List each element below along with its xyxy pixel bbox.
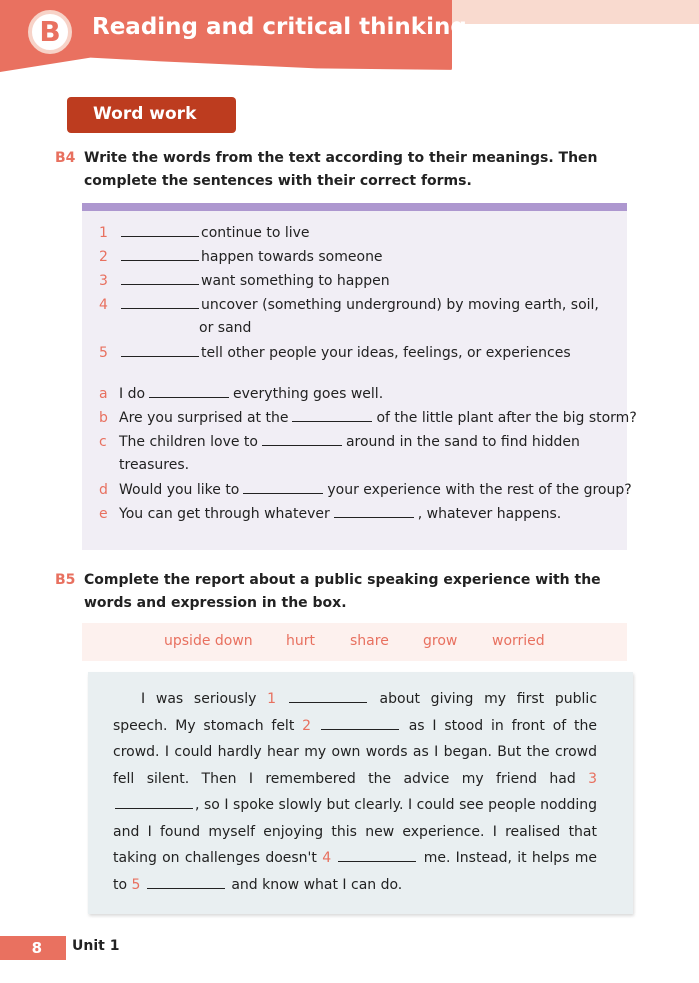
sentence-before: The children love to <box>119 434 258 450</box>
question-number-b5: B5 <box>55 572 76 588</box>
answer-blank[interactable] <box>121 248 199 261</box>
item-letter: d <box>99 482 108 498</box>
sentence-after: around in the sand to find hidden <box>345 434 580 450</box>
sentence-before: I do <box>119 386 146 402</box>
definition-continued: or sand <box>199 320 252 336</box>
report-segment: as I stood in front of the crowd. I could hardly hear my own words as I began. But the crowd fell silent. Then I remembered the advice my friend had <box>113 717 597 787</box>
report-segment: and know what I can do. <box>226 876 403 893</box>
question-instruction-b5: Complete the report about a public speaking experience with the words and expression in the box. <box>84 572 601 611</box>
answer-blank[interactable] <box>292 409 372 422</box>
answer-blank[interactable] <box>121 344 199 357</box>
item-number: 4 <box>99 297 108 313</box>
word-option: share <box>350 633 389 649</box>
item-number: 1 <box>99 225 108 241</box>
definition-text: want something to happen <box>201 273 390 289</box>
report-segment: about giving my first public speech. My stomach felt <box>113 691 598 734</box>
word-option: worried <box>492 633 545 649</box>
unit-label: Unit 1 <box>72 938 120 954</box>
item-number: 2 <box>99 249 108 265</box>
report-segment: me. Instead, it helps me to <box>113 850 598 893</box>
sentence-after: everything goes well. <box>233 386 384 402</box>
answer-blank[interactable] <box>289 690 367 703</box>
sentence-item <box>99 433 580 450</box>
sentence-item <box>99 385 383 402</box>
answer-blank[interactable] <box>243 481 323 494</box>
answer-blank[interactable] <box>321 717 399 730</box>
word-box <box>82 623 627 661</box>
sentence-item <box>99 409 637 426</box>
item-letter: a <box>99 386 108 402</box>
answer-blank[interactable] <box>147 876 225 889</box>
sentence-item <box>99 505 561 522</box>
answer-blank[interactable] <box>338 849 416 862</box>
report-segment: , so I spoke slowly but clearly. I could see people nodding and I found myself enjoying this new experience. I realised that taking on challenges doesn't <box>113 797 597 866</box>
sentence-continued: treasures. <box>119 457 190 473</box>
item-letter: b <box>99 410 108 426</box>
answer-blank[interactable] <box>121 224 199 237</box>
sentence-before: Are you surprised at the <box>119 410 289 426</box>
answer-blank[interactable] <box>115 796 193 809</box>
gap-number: 4 <box>322 850 332 866</box>
definition-item <box>99 248 383 265</box>
sentence-after: , whatever happens. <box>417 506 562 522</box>
report-segment: I was seriously <box>141 691 268 707</box>
gap-number: 2 <box>302 717 312 734</box>
sentence-item <box>99 481 632 498</box>
word-option: hurt <box>286 633 315 649</box>
definition-text: happen towards someone <box>201 249 383 265</box>
sentence-after: your experience with the rest of the group? <box>327 482 632 498</box>
definition-item <box>99 272 390 289</box>
definition-text: continue to live <box>201 225 310 241</box>
gap-number: 3 <box>588 770 597 787</box>
word-option: grow <box>423 633 458 649</box>
gap-number: 1 <box>267 691 277 707</box>
item-number: 5 <box>99 345 108 361</box>
header-accent <box>452 0 699 24</box>
answer-blank[interactable] <box>121 272 199 285</box>
section-title: Reading and critical thinking <box>92 14 467 40</box>
word-option: upside down <box>164 633 253 649</box>
answer-blank[interactable] <box>149 385 229 398</box>
definition-item <box>99 224 310 241</box>
definition-text: uncover (something underground) by moving earth, soil, <box>201 297 599 313</box>
answer-blank[interactable] <box>262 433 342 446</box>
sentence-after: of the little plant after the big storm? <box>376 410 637 426</box>
item-letter: e <box>99 506 108 522</box>
answer-blank[interactable] <box>121 296 199 309</box>
page-number: 8 <box>0 936 66 960</box>
question-instruction-b4: Write the words from the text according to their meanings. Then complete the sentences with their correct forms. <box>84 150 598 189</box>
item-letter: c <box>99 434 107 450</box>
subsection-label: Word work <box>67 97 236 133</box>
sentence-before: You can get through whatever <box>119 506 330 522</box>
gap-number: 5 <box>131 876 141 893</box>
definition-item <box>99 344 571 361</box>
item-number: 3 <box>99 273 108 289</box>
definition-text: tell other people your ideas, feelings, or experiences <box>201 345 571 361</box>
definition-item <box>99 296 599 313</box>
answer-blank[interactable] <box>334 505 414 518</box>
section-badge: B <box>28 10 72 54</box>
report-text <box>113 686 597 898</box>
question-number-b4: B4 <box>55 150 76 166</box>
sentence-before: Would you like to <box>119 482 240 498</box>
